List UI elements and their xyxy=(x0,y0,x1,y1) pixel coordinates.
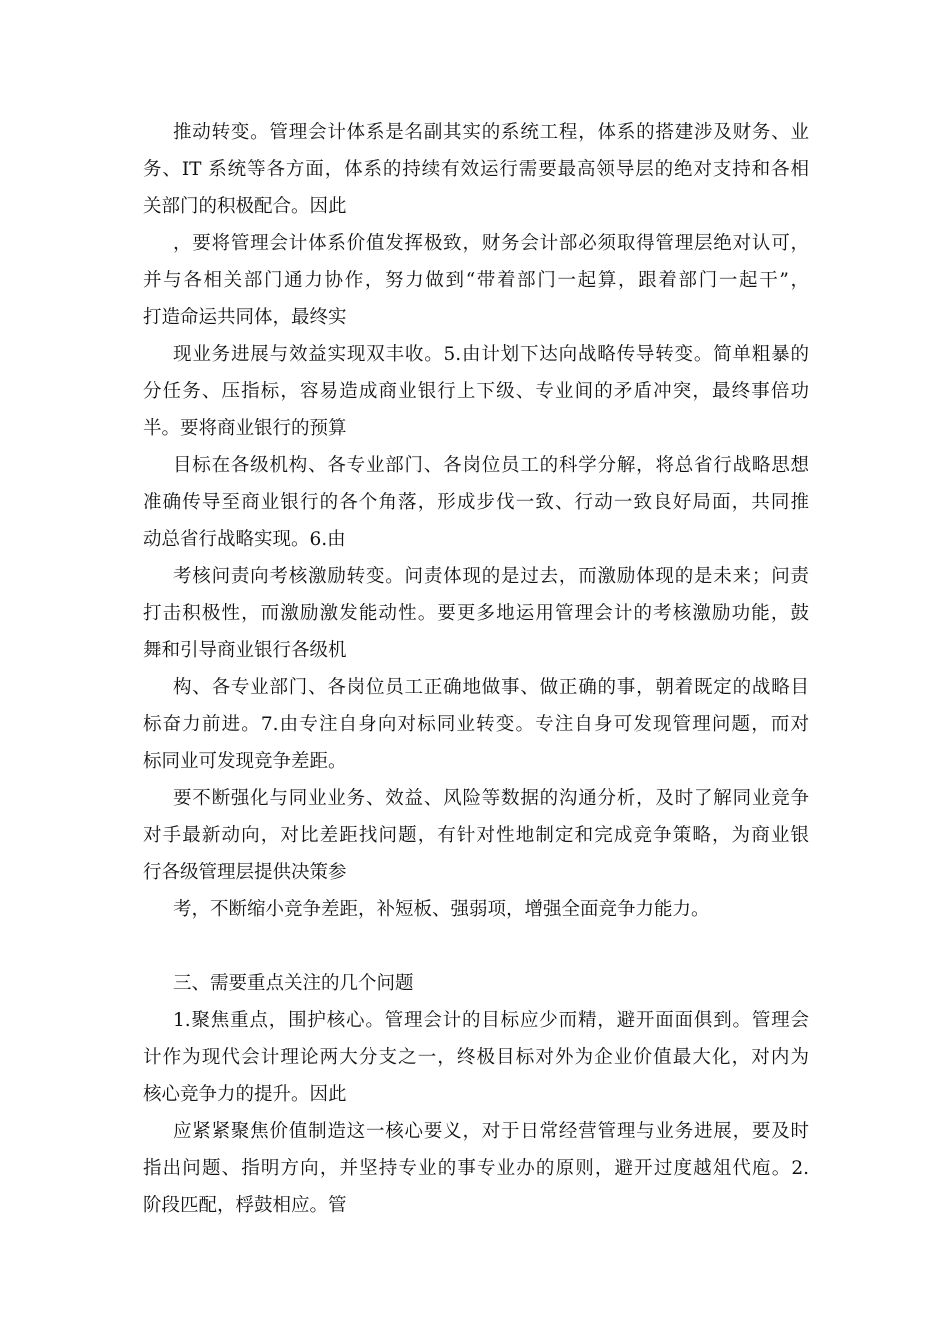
paragraph-5-line-3: 舞和引导商业银行各级机 xyxy=(143,640,347,661)
section-heading: 三、需要重点关注的几个问题 xyxy=(173,973,414,994)
paragraph-3-line-1: 现业务进展与效益实现双丰收。5.由计划下达向战略传导转变。简单粗暴的 xyxy=(173,344,809,365)
paragraph-2-line-3: 打造命运共同体，最终实 xyxy=(143,307,347,328)
paragraph-4-line-3: 动总省行战略实现。6.由 xyxy=(143,529,346,550)
paragraph-8-line-1: 考，不断缩小竞争差距，补短板、强弱项，增强全面竞争力能力。 xyxy=(173,899,710,920)
paragraph-6-line-2: 标奋力前进。7.由专注自身向对标同业转变。专注自身可发现管理问题，而对 xyxy=(143,714,809,735)
paragraph-5-line-2: 打击积极性，而激励激发能动性。要更多地运用管理会计的考核激励功能，鼓 xyxy=(143,603,809,624)
paragraph-2-line-1: ，要将管理会计体系价值发挥极致，财务会计部必须取得管理层绝对认可， xyxy=(173,233,809,254)
paragraph-6-line-1: 构、各专业部门、各岗位员工正确地做事、做正确的事，朝着既定的战略目 xyxy=(173,677,809,698)
paragraph-7-line-2: 对手最新动向，对比差距找问题，有针对性地制定和完成竞争策略，为商业银 xyxy=(143,825,809,846)
paragraph-1-line-3: 关部门的积极配合。因此 xyxy=(143,196,347,217)
paragraph-4-line-1: 目标在各级机构、各专业部门、各岗位员工的科学分解，将总省行战略思想 xyxy=(173,455,809,476)
paragraph-11-line-2: 指出问题、指明方向，并坚持专业的事专业办的原则，避开过度越俎代庖。2. xyxy=(143,1158,809,1179)
paragraph-1-line-1: 推动转变。管理会计体系是名副其实的系统工程，体系的搭建涉及财务、业 xyxy=(173,122,809,143)
paragraph-4-line-2: 准确传导至商业银行的各个角落，形成步伐一致、行动一致良好局面，共同推 xyxy=(143,492,809,513)
paragraph-7-line-1: 要不断强化与同业业务、效益、风险等数据的沟通分析，及时了解同业竞争 xyxy=(173,788,809,809)
paragraph-6-line-3: 标同业可发现竞争差距。 xyxy=(143,751,347,772)
paragraph-2-line-2: 并与各相关部门通力协作，努力做到“带着部门一起算，跟着部门一起干”， xyxy=(143,270,809,291)
paragraph-10-line-3: 核心竞争力的提升。因此 xyxy=(143,1084,347,1105)
paragraph-5-line-1: 考核问责向考核激励转变。问责体现的是过去，而激励体现的是未来；问责 xyxy=(173,566,809,587)
paragraph-10-line-2: 计作为现代会计理论两大分支之一，终极目标对外为企业价值最大化，对内为 xyxy=(143,1047,809,1068)
paragraph-3-line-3: 半。要将商业银行的预算 xyxy=(143,418,347,439)
paragraph-11-line-1: 应紧紧聚焦价值制造这一核心要义，对于日常经营管理与业务进展，要及时 xyxy=(173,1121,809,1142)
paragraph-11-line-3: 阶段匹配，桴鼓相应。管 xyxy=(143,1195,347,1216)
paragraph-7-line-3: 行各级管理层提供决策参 xyxy=(143,862,347,883)
paragraph-3-line-2: 分任务、压指标，容易造成商业银行上下级、专业间的矛盾冲突，最终事倍功 xyxy=(143,381,809,402)
paragraph-10-line-1: 1.聚焦重点，围护核心。管理会计的目标应少而精，避开面面俱到。管理会 xyxy=(173,1010,809,1031)
paragraph-1-line-2: 务、IT 系统等各方面，体系的持续有效运行需要最高领导层的绝对支持和各相 xyxy=(143,159,809,180)
